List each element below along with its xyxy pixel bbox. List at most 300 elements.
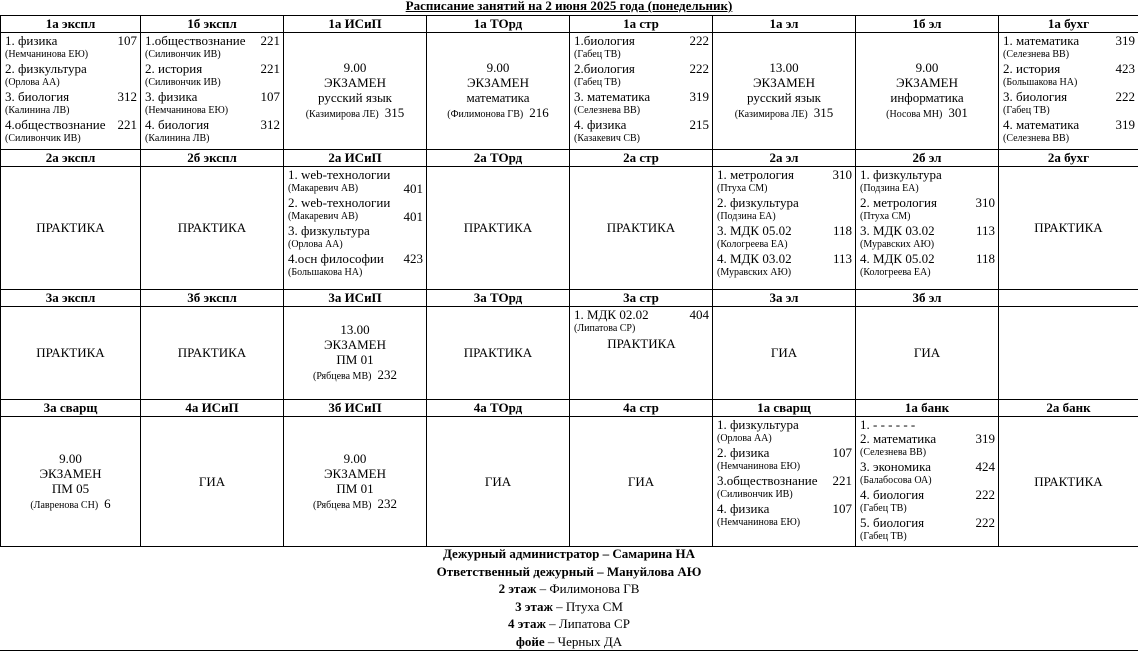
exam-line: 9.00 [343,60,367,75]
lesson-teacher-line [717,182,852,196]
group-header-cell: 3а ИСиП [284,290,427,307]
lesson-list [1,33,140,146]
lesson-subject: 3. экономика [860,459,932,474]
lesson-subject: 3. физкультура [288,223,370,238]
lesson-line [5,34,137,48]
status-block [570,167,712,289]
lesson-teacher: (Габец ТВ) [860,503,907,514]
lesson-room: 221 [260,33,280,48]
lesson-teacher-line [860,474,995,488]
lesson-room [419,224,423,238]
lesson-teacher: (Макаревич АВ) [288,211,359,222]
cell-content [284,167,426,289]
group-header-cell: 1а сварщ [713,400,856,417]
lesson-teacher-line [145,104,280,118]
duty-person: – Черных ДА [544,633,623,649]
lessons-cell [713,33,856,150]
group-header-cell: 1а стр [570,16,713,33]
lesson-teacher: (Казакевич СВ) [574,133,641,144]
cell-content [713,307,855,399]
lesson-subject: 4.осн философии [288,251,384,266]
lesson-teacher-line [717,432,852,446]
lesson-room [991,168,995,182]
lesson-room: 222 [689,61,709,76]
status-label: ПРАКТИКА [177,220,247,235]
lesson-teacher: (Птуха СМ) [860,211,911,222]
lesson-subject: 3. МДК 05.02 [717,223,792,238]
lesson-subject: 1.биология [574,33,635,48]
lesson-teacher: (Силивончик ИВ) [717,489,793,500]
lesson-teacher: (Силивончик ИВ) [145,77,221,88]
lesson-teacher-line [288,238,423,252]
lesson-teacher-line [717,460,852,474]
schedule-table [0,15,1138,547]
lesson-room: 222 [1115,89,1135,104]
lesson-room: 107 [260,89,280,104]
lesson-teacher-line [860,210,995,224]
lesson-room: 113 [832,251,852,266]
status-label: ГИА [913,345,941,360]
exam-teacher-row [735,105,834,122]
lessons-cell [427,33,570,150]
lesson-line [574,90,709,104]
status-label: ПРАКТИКА [1034,473,1103,489]
lesson-subject: 3. биология [1003,89,1068,104]
lesson-line [860,168,995,182]
exam-room: 216 [529,105,549,120]
lesson-line [717,224,852,238]
cell-content [999,307,1138,399]
cell-content [1,307,140,399]
status-block [713,307,855,399]
lesson-subject: 1. web-технологии [288,167,391,182]
lesson-line [860,488,995,502]
group-header-cell: 2б экспл [141,150,284,167]
lesson-room: 312 [260,117,280,132]
status-label: ПРАКТИКА [606,220,676,235]
lesson-room: 222 [975,487,995,502]
group-header-cell: 1а ИСиП [284,16,427,33]
lesson-room: 423 [403,251,423,266]
lesson-subject: 3. МДК 03.02 [860,223,935,238]
lesson-teacher-line [1003,132,1135,146]
status-block [1,307,140,399]
group-header-cell: 3б экспл [141,290,284,307]
lesson-line [717,196,852,210]
group-header-cell: 1а ТОрд [427,16,570,33]
lessons-cell [713,307,856,400]
lesson-list [856,417,998,544]
duty-line [0,598,1138,616]
exam-line: 9.00 [915,60,939,75]
cell-content [713,33,855,149]
lesson-subject: 1. МДК 02.02 [574,307,649,322]
lesson-teacher: (Габец ТВ) [574,49,621,60]
lesson-room: 113 [975,223,995,238]
lesson-teacher-line [288,266,423,280]
exam-line: математика [466,90,530,105]
lesson-room: 310 [975,195,995,210]
lessons-cell [1,417,141,547]
lesson-teacher: (Габец ТВ) [860,531,907,542]
exam-line: русский язык [317,90,392,105]
lesson-subject: 1. математика [1003,33,1080,48]
exam-block [284,417,426,546]
lesson-teacher-line [574,48,709,62]
cell-content [141,167,283,289]
lesson-line [1003,34,1135,48]
lesson-teacher-line [5,48,137,62]
lessons-cell [1,307,141,400]
exam-teacher-row [313,496,397,513]
lesson-teacher: (Селезнева ВВ) [860,447,927,458]
cell-content [1,33,140,149]
group-header-cell: 2а бухг [999,150,1138,167]
lesson-subject: 4. физика [717,501,770,516]
lesson-room: 221 [117,117,137,132]
lesson-room: 222 [689,33,709,48]
exam-room: 315 [813,105,834,120]
lesson-line [574,308,709,322]
lesson-line [145,118,280,132]
status-label: ГИА [627,473,655,489]
lesson-line [717,252,852,266]
duty-line [0,580,1138,598]
exam-teacher-row [886,105,968,122]
duty-role: 2 этаж [498,581,537,597]
duty-line [0,615,1138,633]
lesson-room: 319 [1115,33,1135,48]
lesson-room: 424 [975,459,995,474]
lesson-room [848,418,852,432]
status-label: ПРАКТИКА [463,220,533,235]
lesson-line [574,34,709,48]
duty-footer [0,545,1138,651]
lesson-line [1003,118,1135,132]
lesson-room: 319 [1115,117,1135,132]
lesson-teacher-line [860,266,995,280]
lesson-subject: 4. МДК 03.02 [717,251,792,266]
lesson-line [717,446,852,460]
lessons-cell [570,307,713,400]
lesson-teacher-line [860,446,995,460]
group-header-cell: 1б эл [856,16,999,33]
lesson-subject: 3. физика [145,89,198,104]
lesson-teacher: (Большакова НА) [288,267,363,278]
lesson-teacher: (Кологреева ЕА) [717,239,788,250]
lesson-line [574,118,709,132]
lesson-subject: 4. биология [860,487,925,502]
lesson-subject: 3. математика [574,89,651,104]
lesson-line [860,516,995,530]
lesson-teacher-line [5,104,137,118]
exam-line: 9.00 [59,450,82,466]
exam-line: 13.00 [769,60,799,75]
lesson-line [860,432,995,446]
lessons-cell [856,167,999,290]
exam-teacher-row [313,367,397,384]
lesson-list [856,167,998,280]
lesson-teacher-line [717,210,852,224]
cell-content [141,33,283,149]
lesson-room: 222 [975,515,995,530]
group-header-cell: 2а стр [570,150,713,167]
lesson-room: 319 [689,89,709,104]
exam-room: 315 [384,105,405,120]
lesson-subject: 2. история [1003,61,1061,76]
lessons-cell [141,417,284,547]
lesson-room: 401 [403,209,423,224]
cell-content [284,33,426,149]
lessons-cell [141,33,284,150]
status-block [1,167,140,289]
lessons-cell [999,417,1138,547]
lessons-row [1,307,1138,400]
lessons-cell [856,33,999,150]
exam-teacher-row [30,496,110,513]
lesson-teacher-line [145,132,280,146]
lesson-teacher: (Немчанинова ЕЮ) [717,517,801,528]
exam-line: ПМ 01 [336,352,374,367]
lesson-teacher-line [1003,48,1135,62]
status-block [999,167,1138,289]
lesson-room: 310 [832,167,852,182]
status-label: ПРАКТИКА [36,345,105,360]
lesson-subject: 2.биология [574,61,635,76]
exam-line: ЭКЗАМЕН [466,75,530,90]
lesson-line [860,224,995,238]
exam-room: 301 [948,105,968,120]
status-block [427,167,569,289]
lesson-teacher-line [1003,76,1135,90]
group-header-cell: 4а стр [570,400,713,417]
status-label: ГИА [484,473,512,489]
lesson-teacher: (Селезнева ВВ) [1003,133,1070,144]
group-header-row [1,150,1138,167]
lessons-cell [999,33,1138,150]
lesson-teacher-line [5,76,137,90]
status-label: ГИА [198,473,226,489]
lesson-subject: 1. физкультура [717,417,799,432]
lesson-teacher-line [717,516,852,530]
cell-content [570,417,712,546]
lesson-teacher: (Подзина ЕА) [717,211,776,222]
lesson-room: 107 [832,445,852,460]
exam-teacher: (Лавренова СН) [30,499,99,511]
exam-block [713,33,855,149]
lesson-room: 401 [403,181,423,196]
lesson-room: 312 [117,89,137,104]
duty-role: Дежурный администратор – Самарина НА [442,546,696,561]
lesson-subject: 4. биология [145,117,210,132]
duty-role: фойе [515,633,545,649]
lesson-line [5,90,137,104]
lessons-cell [1,167,141,290]
lesson-list [284,167,426,280]
lesson-teacher: (Силивончик ИВ) [5,133,81,144]
group-header-row [1,400,1138,417]
exam-line: ЭКЗАМЕН [323,465,387,481]
group-header-cell: 3а эл [713,290,856,307]
lesson-room [133,62,137,76]
duty-role: 4 этаж [508,616,546,632]
lesson-line [1003,62,1135,76]
group-header-cell: 1б экспл [141,16,284,33]
lessons-cell [284,307,427,400]
cell-content [141,417,283,546]
lesson-list [713,167,855,280]
group-header-cell: 3б ИСиП [284,400,427,417]
cell-content [999,33,1138,149]
lesson-teacher-line [145,76,280,90]
group-header-cell: 4а ИСиП [141,400,284,417]
lessons-cell [427,307,570,400]
lesson-line [288,252,423,266]
group-header-cell: 1а бухг [999,16,1138,33]
lesson-room [419,196,423,210]
lesson-subject: 2. физика [717,445,770,460]
group-header-row [1,290,1138,307]
exam-line: русский язык [746,90,821,105]
exam-line: информатика [890,90,964,105]
cell-content [713,417,855,546]
exam-teacher: (Казимирова ЛЕ) [734,109,808,120]
exam-line: ПМ 01 [336,480,374,496]
status-block [999,417,1138,546]
lesson-room: 107 [117,33,137,48]
lesson-subject: 2. история [145,61,203,76]
lesson-subject: 3.обществознание [717,473,818,488]
exam-teacher-row [447,105,548,122]
lesson-subject: 2. метрология [860,195,937,210]
exam-teacher-row [306,105,405,122]
cell-content [1,167,140,289]
cell-content [427,167,569,289]
lessons-cell [999,167,1138,290]
duty-line [0,633,1138,651]
lesson-room: 221 [832,473,852,488]
lessons-cell [1,33,141,150]
cell-content [570,33,712,149]
lesson-room: 423 [1115,61,1135,76]
lesson-subject: 4. физика [574,117,627,132]
lessons-cell [284,167,427,290]
exam-block [427,33,569,149]
lesson-subject: 3. биология [5,89,70,104]
group-header-cell: 3б эл [856,290,999,307]
exam-line: 9.00 [486,60,510,75]
lesson-subject: 1. физкультура [860,167,942,182]
exam-teacher: (Казимирова ЛЕ) [305,109,379,120]
page-title: Расписание занятий на 2 июня 2025 года (понедельник) [405,0,733,13]
status-block [141,417,283,546]
lesson-teacher: (Силивончик ИВ) [145,49,221,60]
lesson-line [145,62,280,76]
duty-line [0,563,1138,581]
lesson-teacher-line [574,132,709,146]
lessons-cell [141,307,284,400]
lesson-line [717,168,852,182]
exam-block [856,33,998,149]
cell-content [999,167,1138,289]
lesson-list [713,417,855,530]
lesson-teacher-line [717,266,852,280]
cell-content [427,33,569,149]
exam-line: 13.00 [340,322,370,337]
exam-line: ЭКЗАМЕН [895,75,959,90]
lesson-teacher: (Селезнева ВВ) [1003,49,1070,60]
status-block [427,417,569,546]
lesson-line [717,474,852,488]
lesson-teacher: (Кологреева ЕА) [860,267,931,278]
exam-block [284,307,426,399]
cell-content [284,417,426,546]
lesson-room: 118 [975,251,995,266]
lesson-teacher: (Балабосова ОА) [860,475,932,486]
group-header-cell: 1а экспл [1,16,141,33]
group-header-cell: 3а ТОрд [427,290,570,307]
exam-line: ЭКЗАМЕН [752,75,816,90]
cell-content [284,307,426,399]
lesson-teacher-line [717,238,852,252]
lesson-teacher: (Муравских АЮ) [717,267,792,278]
lesson-room [419,168,423,182]
lesson-subject: 2. математика [860,431,937,446]
lesson-teacher: (Птуха СМ) [717,183,768,194]
lessons-cell [570,33,713,150]
duty-person: – Липатова СР [545,616,630,632]
lesson-room: 107 [832,501,852,516]
cell-content [1,417,140,546]
status-block [141,167,283,289]
lessons-cell [713,417,856,547]
lessons-cell [856,417,999,547]
lesson-teacher-line [145,48,280,62]
lesson-line [860,252,995,266]
lessons-cell [856,307,999,400]
lesson-line [145,34,280,48]
cell-content [570,307,712,399]
lessons-cell [427,417,570,547]
lesson-teacher-line [717,488,852,502]
lesson-line [5,62,137,76]
lessons-cell [427,167,570,290]
status-block [570,417,712,546]
lesson-teacher: (Муравских АЮ) [860,239,935,250]
exam-line: ЭКЗАМЕН [323,337,387,352]
lesson-list [570,33,712,146]
lesson-teacher: (Подзина ЕА) [860,183,919,194]
lesson-line [717,418,852,432]
lesson-teacher: (Немчанинова ЕЮ) [145,105,229,116]
lesson-teacher: (Калинина ЛВ) [145,133,210,144]
lesson-teacher: (Орлова АА) [5,77,60,88]
lesson-list [999,33,1138,146]
group-header-cell: 2а ИСиП [284,150,427,167]
lesson-teacher: (Немчанинова ЕЮ) [5,49,89,60]
group-header-row [1,16,1138,33]
status-label: ГИА [770,345,798,360]
exam-teacher: (Рябцева МВ) [313,499,372,511]
lesson-teacher: (Липатова СР) [574,323,636,334]
status-label: ПРАКТИКА [463,345,533,360]
exam-teacher: (Филимонова ГВ) [447,109,524,120]
lesson-line [860,196,995,210]
lesson-teacher-line [1003,104,1135,118]
exam-line: ЭКЗАМЕН [323,75,387,90]
exam-block [1,417,140,546]
lesson-subject: 4. математика [1003,117,1080,132]
